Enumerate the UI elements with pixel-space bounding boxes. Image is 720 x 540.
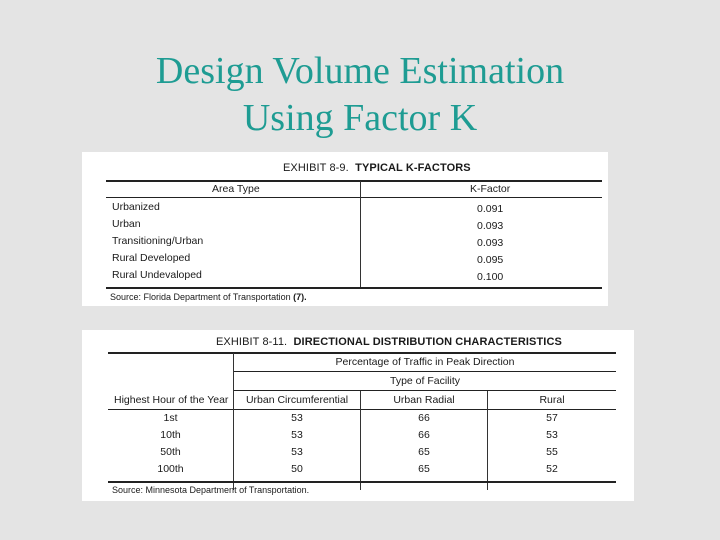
k-factor-cell: 0.095	[477, 254, 504, 266]
column-header-urban-radial: Urban Radial	[393, 394, 455, 406]
k-factor-cell: 0.091	[477, 203, 504, 215]
exhibit-k-name: TYPICAL K-FACTORS	[355, 162, 471, 174]
exhibit-d-title	[216, 336, 562, 348]
hour-cell: 10th	[160, 429, 181, 441]
value-cell: 53	[546, 429, 558, 441]
column-header-area-type: Area Type	[212, 183, 260, 195]
exhibit-directional-distribution	[82, 330, 634, 501]
header-percentage-peak-direction: Percentage of Traffic in Peak Direction	[335, 356, 515, 368]
area-type-cell: Urbanized	[112, 201, 160, 213]
rule-top	[108, 352, 616, 354]
exhibit-k-source	[110, 292, 307, 302]
rule-header-top	[233, 371, 616, 372]
hour-cell: 100th	[157, 463, 184, 475]
slide-title-line-2: Using Factor K	[242, 97, 478, 139]
rule-bottom	[108, 481, 616, 483]
area-type-cell: Rural Undevaloped	[112, 269, 202, 281]
value-cell: 53	[291, 446, 303, 458]
exhibit-k-factors	[82, 152, 608, 306]
value-cell: 57	[546, 412, 558, 424]
area-type-cell: Rural Developed	[112, 252, 191, 264]
value-cell: 53	[291, 412, 303, 424]
source-text: Source: Florida Department of Transportation	[110, 292, 291, 302]
exhibit-d-name: DIRECTIONAL DISTRIBUTION CHARACTERISTICS	[293, 336, 562, 348]
rule-header	[106, 197, 602, 198]
k-factor-cell: 0.100	[477, 271, 504, 283]
slide-title-line-1: Design Volume Estimation	[155, 50, 565, 92]
column-header-rural: Rural	[539, 394, 565, 406]
value-cell: 50	[291, 463, 303, 475]
hour-cell: 50th	[160, 446, 181, 458]
value-cell: 66	[418, 412, 430, 424]
source-reference: (7).	[293, 292, 307, 302]
value-cell: 65	[418, 463, 430, 475]
row-header-highest-hour: Highest Hour of the Year	[114, 394, 229, 406]
column-header-urban-circumferential: Urban Circumferential	[245, 394, 349, 406]
header-type-of-facility: Type of Facility	[389, 375, 461, 387]
rule-header-mid	[233, 390, 616, 391]
value-cell: 53	[291, 429, 303, 441]
slide-title	[0, 48, 720, 142]
rule-header-bottom	[108, 409, 616, 410]
exhibit-k-number: EXHIBIT 8-9.	[283, 162, 349, 174]
exhibit-d-number: EXHIBIT 8-11.	[216, 336, 288, 348]
rule-bottom	[106, 287, 602, 289]
value-cell: 66	[418, 429, 430, 441]
exhibit-d-source: Source: Minnesota Department of Transportation.	[112, 485, 310, 495]
rule-top	[106, 180, 602, 182]
value-cell: 52	[546, 463, 558, 475]
exhibit-k-title	[283, 162, 471, 174]
value-cell: 55	[546, 446, 558, 458]
column-divider	[360, 181, 361, 287]
area-type-cell: Transitioning/Urban	[112, 235, 204, 247]
value-cell: 65	[418, 446, 430, 458]
k-factor-cell: 0.093	[477, 237, 504, 249]
column-header-k-factor: K-Factor	[470, 183, 511, 195]
area-type-cell: Urban	[112, 218, 141, 230]
hour-cell: 1st	[163, 412, 178, 424]
k-factor-cell: 0.093	[477, 220, 504, 232]
